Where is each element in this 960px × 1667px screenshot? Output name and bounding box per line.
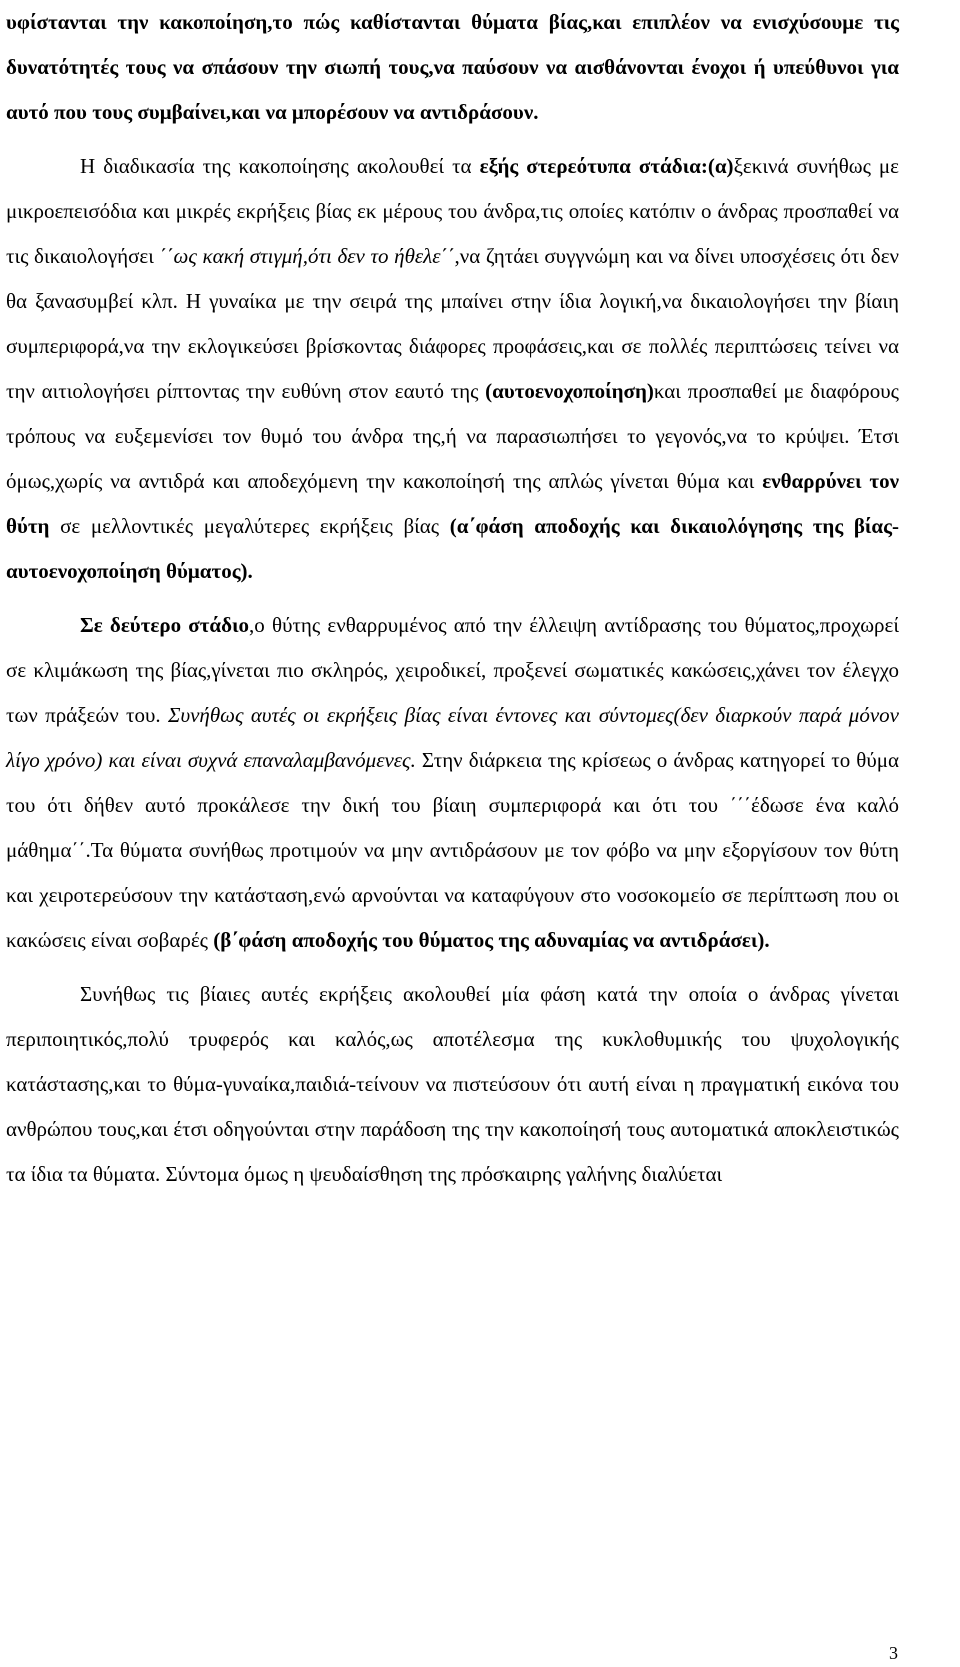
text-run: ,ο θύτης ενθαρρυμένος από την έλλειψη αντίδρασης του θύματος,προχωρεί σε κλιμάκωση της βίας,γίνεται πιο σκληρός, χειροδικεί, προξενεί σωματικές κακώσεις,χάνει τον έλεγχο των πράξεών του.	[6, 613, 899, 727]
text-run: ΄΄ως κακή στιγμή,ότι δεν το ήθελε΄΄	[159, 244, 455, 268]
text-run: ενθαρρύνει τον θύτη	[6, 469, 899, 538]
paragraph-2	[6, 144, 899, 594]
text-run: ,να ζητάει συγγνώμη και να δίνει υποσχέσεις ότι δεν θα ξανασυμβεί κλπ. Η γυναίκα με την σειρά της μπαίνει στην ίδια λογική,να δικαιολογήσει την βίαιη συμπεριφορά,να την εκλογικεύσει βρίσκοντας διάφορες προφάσεις,και σε πολλές περιπτώσεις τείνει να την αιτιολογήσει ρίπτοντας την ευθύνη στον εαυτό της	[6, 244, 900, 403]
text-run: υφίστανται την κακοποίηση,το πώς καθίστανται θύματα βίας,και επιπλέον να ενισχύσουμε τις δυνατότητές τους να σπάσουν την σιωπή τους,να παύσουν να αισθάνονται ένοχοι ή υπεύθυνοι για αυτό που τους συμβαίνει,και να μπορέσουν να αντιδράσουν.	[6, 10, 899, 124]
paragraph-1	[6, 0, 899, 135]
text-run: Συνήθως τις βίαιες αυτές εκρήξεις ακολουθεί μία φάση κατά την οποία ο άνδρας γίνεται περιποιητικός,πολύ τρυφερός και καλός,ως αποτέλεσμα της κυκλοθυμικής του ψυχολογικής κατάστασης,και το θύμα-γυναίκα,παιδιά-τείνουν να πιστεύσουν ότι αυτή είναι η πραγματική εικόνα του ανθρώπου τους,και έτσι οδηγούνται στην παράδοση της την κακοποίησή τους αυτοματικά αποκλειστικώς τα ίδια τα θύματα. Σύντομα όμως η ψευδαίσθηση της πρόσκαιρης γαλήνης διαλύεται	[6, 982, 899, 1186]
page-number: 3	[889, 1643, 898, 1663]
text-run: Η διαδικασία της κακοποίησης ακολουθεί τα	[80, 154, 480, 178]
text-run: εξής στερεότυπα στάδια:(α)	[479, 154, 734, 178]
text-run: ξεκινά συνήθως με μικροεπεισόδια και μικρές εκρήξεις βίας εκ μέρους του άνδρα,τις οποίες κατόπιν ο άνδρας προσπαθεί να τις δικαιολογήσει	[6, 154, 899, 268]
text-run: Συνήθως αυτές οι εκρήξεις βίας είναι έντονες και σύντομες(δεν διαρκούν παρά μόνον λίγο χρόνο) και είναι συχνά επαναλαμβανόμενες.	[6, 703, 899, 772]
text-run: (β΄φάση αποδοχής του θύματος της αδυναμίας να αντιδράσει).	[213, 928, 770, 952]
text-run: (α΄φάση αποδοχής και δικαιολόγησης της βίας-αυτοενοχοποίηση θύματος).	[6, 514, 899, 583]
text-run: σε μελλοντικές μεγαλύτερες εκρήξεις βίας	[49, 514, 450, 538]
text-run: και προσπαθεί με διαφόρους τρόπους να ευξεμενίσει τον θυμό του άνδρα της,ή να παρασιωπήσει το γεγονός,να το κρύψει. Έτσι όμως,χωρίς να αντιδρά και αποδεχόμενη την κακοποίησή της απλώς γίνεται θύμα και	[6, 379, 900, 493]
text-run: (αυτοενοχοποίηση)	[485, 379, 654, 403]
body-text	[6, 0, 899, 1197]
text-run: Σε δεύτερο στάδιο	[80, 613, 250, 637]
paragraph-4	[6, 972, 899, 1197]
text-run: Στην διάρκεια της κρίσεως ο άνδρας κατηγορεί το θύμα του ότι δήθεν αυτό προκάλεσε την δική του βίαιη συμπεριφορά και ότι του ΄΄΄έδωσε ένα καλό μάθημα΄΄.Τα θύματα συνήθως προτιμούν να μην αντιδράσουν με τον φόβο να μην εξοργίσουν τον θύτη και χειροτερεύσουν την κατάσταση,ενώ αρνούνται να καταφύγουν στο νοσοκομείο σε περίπτωση που οι κακώσεις είναι σοβαρές	[6, 748, 899, 952]
paragraph-3	[6, 603, 899, 963]
